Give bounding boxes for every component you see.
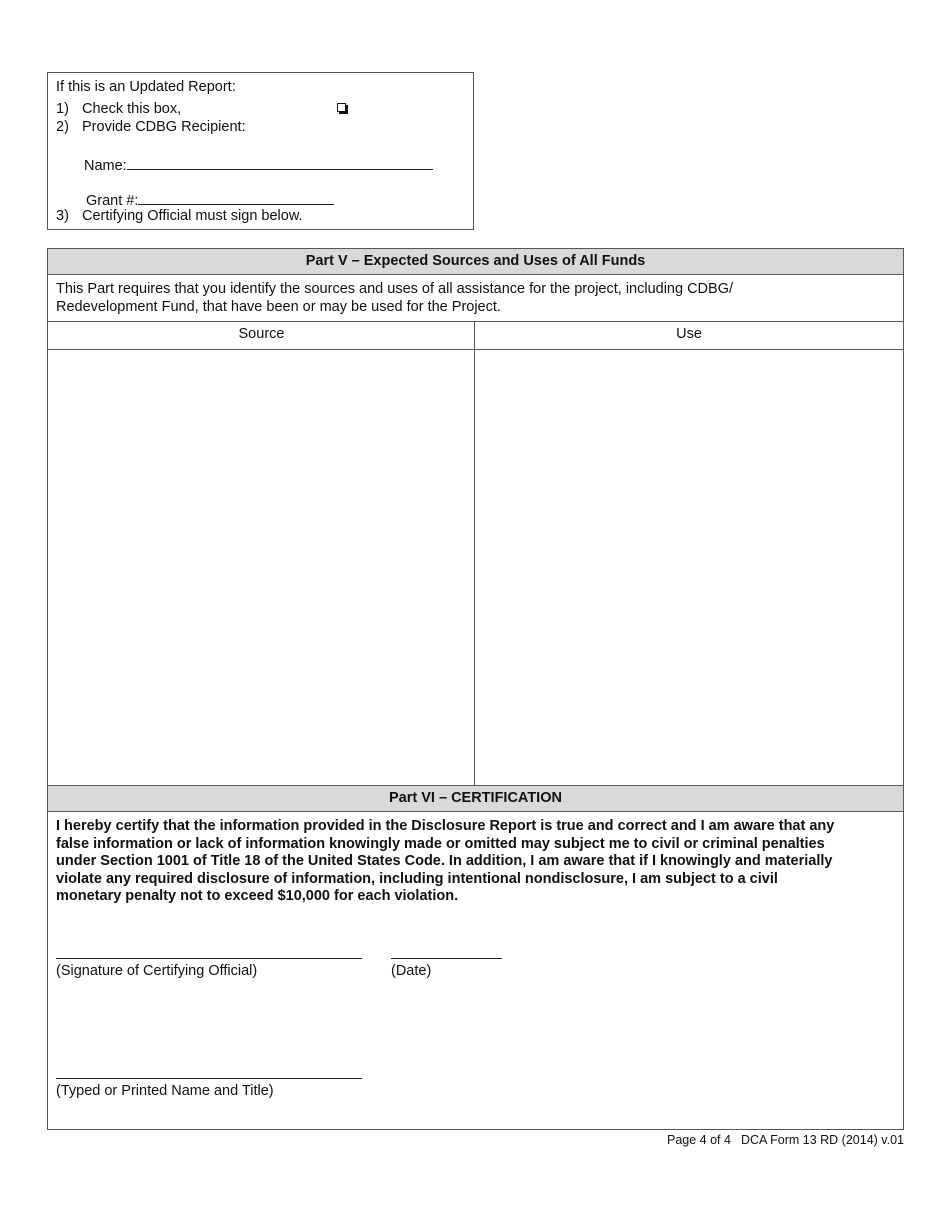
page-number: Page 4 of 4 <box>667 1133 731 1147</box>
statement-line: false information or lack of information knowingly made or omitted may subject me to civil or criminal penalties <box>56 835 825 852</box>
page-footer <box>657 1133 904 1147</box>
statement-line: under Section 1001 of Title 18 of the United States Code. In addition, I am aware that if I knowingly and materially <box>56 853 833 869</box>
signature-label: (Signature of Certifying Official) <box>56 963 258 979</box>
step-number: 3) <box>56 208 69 224</box>
source-entry-area[interactable] <box>48 350 474 785</box>
name-blank[interactable] <box>127 155 433 170</box>
intro-line: This Part requires that you identify the sources and uses of all assistance for the project, including CDBG/ <box>56 281 734 297</box>
divider <box>48 321 903 322</box>
recipient-name-field[interactable] <box>84 155 433 174</box>
part-vi-title: Part VI – CERTIFICATION <box>48 786 903 812</box>
step-number: 1) <box>56 101 69 117</box>
name-title-line[interactable] <box>56 1078 362 1079</box>
grant-label: Grant #: <box>86 193 139 209</box>
date-line[interactable] <box>391 958 502 959</box>
statement-line: monetary penalty not to exceed $10,000 for each violation. <box>56 888 459 904</box>
use-entry-area[interactable] <box>475 350 903 785</box>
sources-uses-certification-table <box>47 248 904 1130</box>
step-text: Provide CDBG Recipient: <box>82 119 246 135</box>
name-label: Name: <box>84 158 127 174</box>
updated-report-heading: If this is an Updated Report: <box>56 79 236 95</box>
grant-number-field[interactable] <box>86 190 334 209</box>
source-column-header: Source <box>238 326 285 342</box>
grant-blank[interactable] <box>138 190 334 205</box>
part-v-intro <box>56 280 856 316</box>
name-title-label: (Typed or Printed Name and Title) <box>56 1083 274 1099</box>
certification-statement <box>56 818 896 906</box>
statement-line: I hereby certify that the information provided in the Disclosure Report is true and correct and I am aware that any <box>56 818 835 834</box>
form-id: DCA Form 13 RD (2014) v.01 <box>740 1133 904 1147</box>
intro-line: Redevelopment Fund, that have been or may be used for the Project. <box>56 299 501 315</box>
step-number: 2) <box>56 119 69 135</box>
updated-report-checkbox[interactable] <box>337 103 346 112</box>
signature-line[interactable] <box>56 958 362 959</box>
updated-report-box <box>47 72 474 230</box>
use-column-header: Use <box>676 326 702 342</box>
step-text: Certifying Official must sign below. <box>82 208 303 224</box>
step-text: Check this box, <box>82 101 182 117</box>
date-label: (Date) <box>391 963 432 979</box>
statement-line: violate any required disclosure of information, including intentional nondisclosure, I am subject to a civil <box>56 870 778 887</box>
part-v-title: Part V – Expected Sources and Uses of All Funds <box>48 249 903 275</box>
